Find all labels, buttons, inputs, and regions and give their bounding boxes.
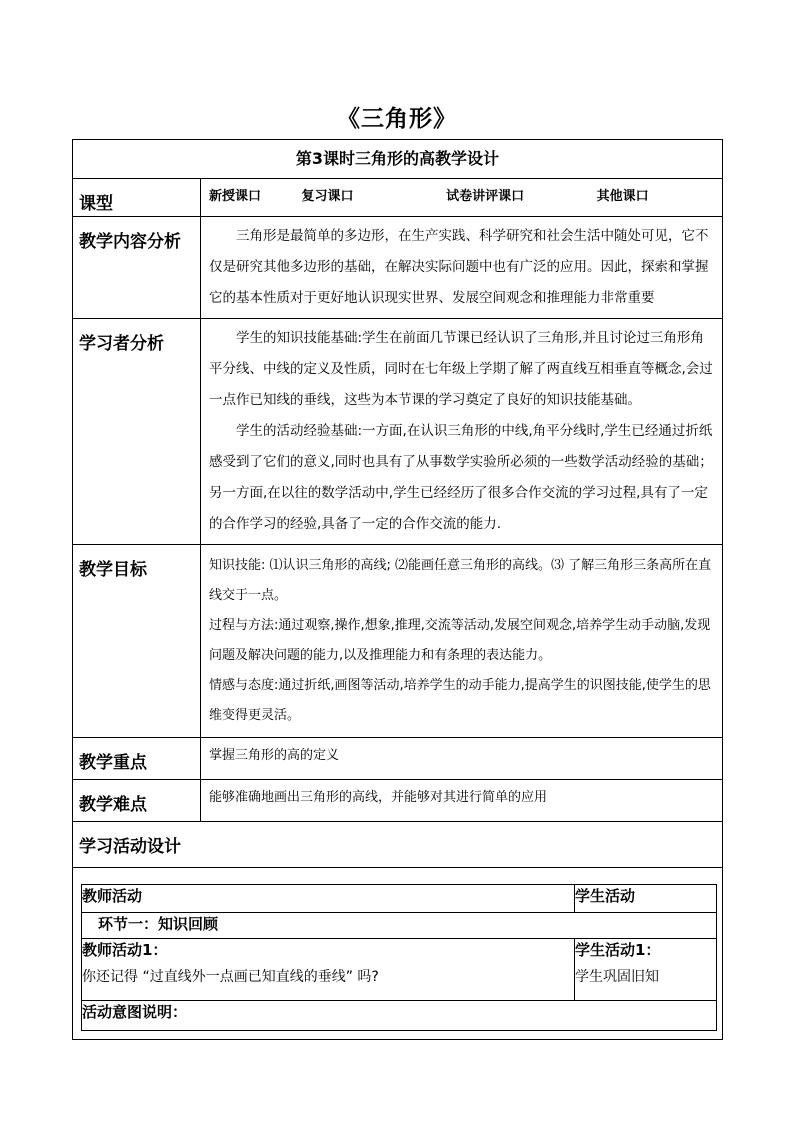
teacher-activity-1-text: 你还记得 “过直线外一点画已知直线的垂线” 吗? bbox=[82, 969, 379, 985]
key-point-text: 掌握三角形的高的定义 bbox=[201, 738, 723, 780]
lesson-title: 第3课时三角形的高教学设计 bbox=[73, 140, 723, 179]
student-activity-1-title: 学生活动1： bbox=[575, 941, 661, 959]
activity-table bbox=[81, 884, 717, 1031]
learner-experience-text: 学生的活动经验基础:一方面,在认识三角形的中线,角平分线时,学生已经通过折纸感受到了它们的意义,同时也具有了从事数学实验所必须的一些数学活动经验的基础；另一方面,在以往的数学活动中,学生已经经历了很多合作交流的学习过程,具有了一定的合作学习的经验,具备了一定的合作交流的能力. bbox=[209, 423, 713, 532]
learner-analysis-label: 学习者分析 bbox=[73, 319, 201, 545]
document-title: 《三角形》 bbox=[337, 105, 457, 132]
goal-attitude-text: 情感与态度:通过折纸,画图等活动,培养学生的动手能力,提高学生的识图技能,使学生的思维变得更灵活。 bbox=[209, 678, 711, 723]
lesson-type-test-review: 试卷讲评课口 bbox=[446, 189, 525, 204]
teacher-activity-1-title: 教师活动1： bbox=[82, 941, 168, 959]
content-analysis-label: 教学内容分析 bbox=[73, 217, 201, 319]
lesson-type-other: 其他课口 bbox=[596, 189, 649, 204]
activity-intent-label: 活动意图说明： bbox=[82, 1001, 717, 1031]
teacher-activity-header: 教师活动 bbox=[82, 885, 575, 913]
goal-process-text: 过程与方法:通过观察,操作,想象,推理,交流等活动,发展空间观念,培养学生动手动脑,发现问题及解决问题的能力,以及推理能力和有条理的表达能力。 bbox=[209, 618, 711, 663]
teaching-goals-label: 教学目标 bbox=[73, 545, 201, 738]
student-activity-1-text: 学生巩固旧知 bbox=[575, 969, 659, 985]
lesson-type-new: 新授课口 bbox=[209, 189, 262, 204]
activity-design-label: 学习活动设计 bbox=[73, 822, 723, 868]
lesson-type-options bbox=[201, 179, 723, 217]
goal-knowledge-text: 知识技能: ⑴认识三角形的高线; ⑵能画任意三角形的高线。⑶ 了解三角形三条高所在直线交于一点。 bbox=[209, 558, 712, 603]
key-point-label: 教学重点 bbox=[73, 738, 201, 780]
lesson-type-review: 复习课口 bbox=[301, 189, 354, 204]
lesson-plan-table bbox=[72, 139, 723, 1040]
lesson-type-label: 课型 bbox=[73, 179, 201, 217]
learner-knowledge-text: 学生的知识技能基础:学生在前面几节课已经认识了三角形,并且讨论过三角形角平分线、中线的定义及性质，同时在七年级上学期了解了两直线互相垂直等概念,会过一点作已知线的垂线，这些为本节课的学习奠定了良好的知识技能基础。 bbox=[209, 330, 713, 408]
difficulty-label: 教学难点 bbox=[73, 780, 201, 822]
student-activity-header: 学生活动 bbox=[575, 885, 717, 913]
content-analysis-text: 三角形是最简单的多边形，在生产实践、科学研究和社会生活中随处可见，它不仅是研究其他多边形的基础，在解决实际问题中也有广泛的应用。因此，探索和掌握它的基本性质对于更好地认识现实世界、发展空间观念和推理能力非常重要 bbox=[209, 228, 709, 306]
section-knowledge-review: 环节一：知识回顾 bbox=[82, 913, 717, 939]
difficulty-text: 能够准确地画出三角形的高线，并能够对其进行简单的应用 bbox=[201, 780, 723, 822]
